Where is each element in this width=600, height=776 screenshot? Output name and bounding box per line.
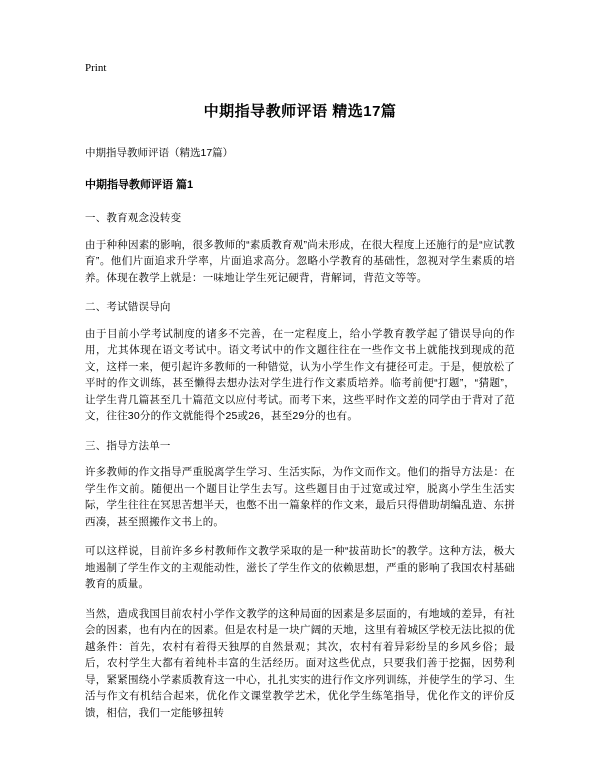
article-heading: 中期指导教师评语 篇1 — [85, 179, 194, 191]
paragraph: 可以这样说，目前许多乡村教师作文教学采取的是一种“拔苗助长”的教学。这种方法，极大地遏制了学生作文的主观能动性，滋长了学生作文的依赖思想，严重的影响了我国农村基础教育的质量。 — [85, 545, 515, 590]
article-body — [85, 210, 515, 721]
page-title: 中期指导教师评语 精选17篇 — [203, 103, 397, 120]
section-heading-1: 一、教育观念没转变 — [85, 212, 182, 224]
paragraph: 由于种种因素的影响，很多教师的“素质教育观”尚未形成，在很大程度上还施行的是“应试教育”。他们片面追求升学率，片面追求高分。忽略小学教育的基础性，忽视对学生素质的培养。体现在教学上就是：一味地让学生死记硬背，背解词，背范文等等。 — [85, 238, 515, 284]
paragraph: 许多教师的作文指导严重脱离学生学习、生活实际，为作文而作文。他们的指导方法是：在学生作文前。随便出一个题目让学生去写。这些题目由于过宽或过窄，脱离小学生生活实际，学生往往在冥思苦想半天，也憋不出一篇象样的作文来，最后只得借助胡编乱造、东拼西凑，甚至照搬作文书上的。 — [85, 466, 515, 528]
page-subtitle: 中期指导教师评语（精选17篇） — [85, 147, 234, 159]
paragraph: 当然，造成我国目前农村小学作文教学的这种局面的因素是多层面的，有地域的差异，有社会的因素，也有内在的因素。但是农村是一块广阔的天地，这里有着城区学校无法比拟的优越条件：首先，农村有着得天独厚的自然景观；其次，农村有着异彩纷呈的乡风乡俗；最后，农村学生大都有着纯朴丰富的生活经历。面对这些优点，只要我们善于挖掘，因势利导，紧紧围绕小学素质教育这一中心，扎扎实实的进行作文序列训练，并使学生的学习、生活与作文有机结合起来，优化作文课堂教学艺术，优化学生练笔指导，优化作文的评价反馈，相信，我们一定能够扭转 — [85, 607, 515, 719]
section-heading-3: 三、指导方法单一 — [85, 439, 171, 452]
section-heading-2: 二、考试错误导向 — [85, 301, 171, 313]
print-button[interactable]: Print — [85, 62, 107, 74]
paragraph: 由于目前小学考试制度的诸多不完善，在一定程度上，给小学教育教学起了错误导向的作用，尤其体现在语文考试中。语文考试中的作文题往往在一些作文书上就能找到现成的范文，这样一来，便引起许多教师的一种错觉，认为小学生作文有捷径可走。于是，便放松了平时的作文训练，甚至懒得去想办法对学生进行作文素质培养。临考前便“打题”，“猜题”，让学生背几篇甚至几十篇范文以应付考试。而考下来，这些平时作文差的同学由于背对了范文，往往30分的作文就能得个25或26，甚至29分的也有。 — [85, 327, 515, 422]
